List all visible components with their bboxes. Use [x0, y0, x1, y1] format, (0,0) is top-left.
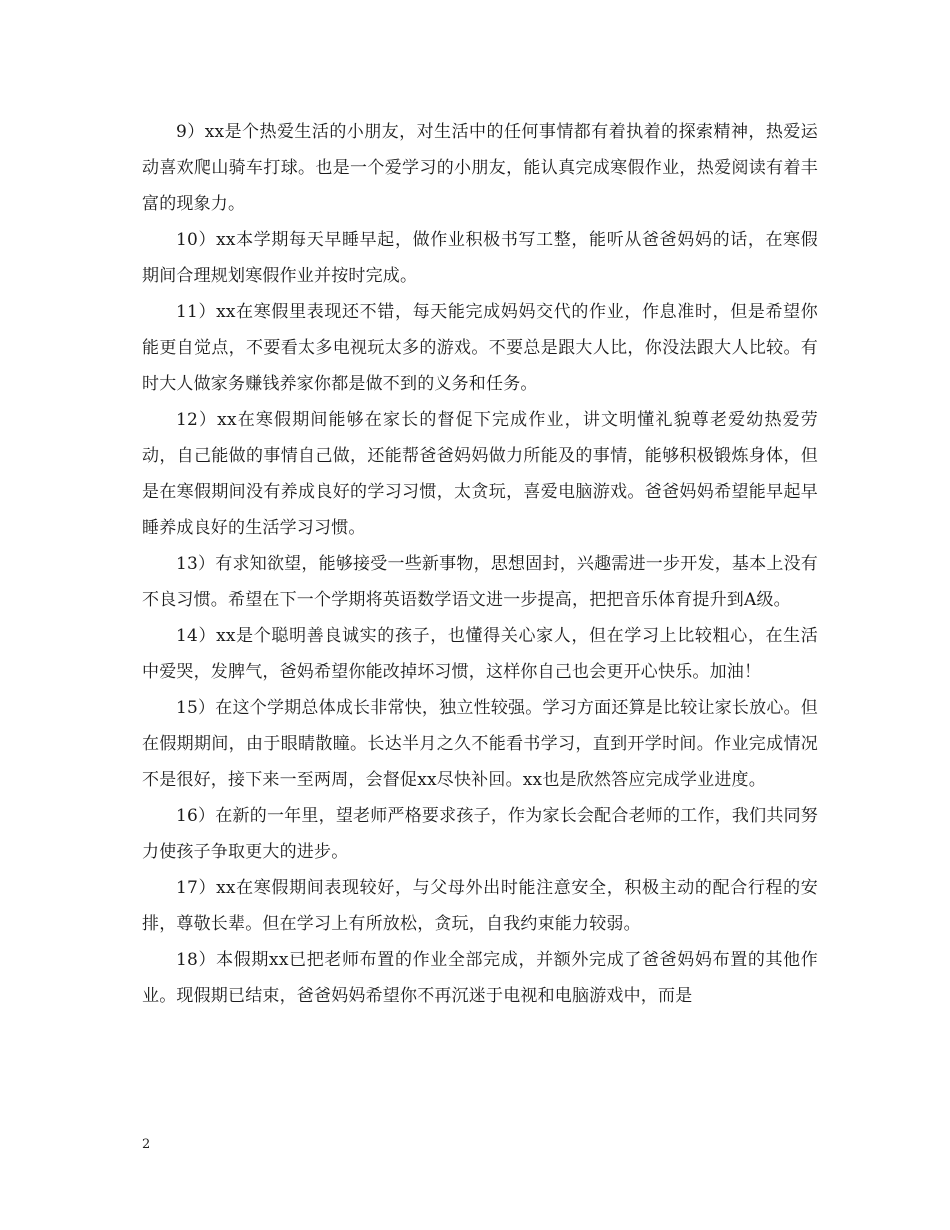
paragraph-14: 14）xx是个聪明善良诚实的孩子，也懂得关心家人，但在学习上比较粗心，在生活中爱哭，发脾气，爸妈希望你能改掉坏习惯，这样你自己也会更开心快乐。加油！: [142, 626, 818, 682]
paragraph-13: 13）有求知欲望，能够接受一些新事物，思想固封，兴趣需进一步开发，基本上没有不良习惯。希望在下一个学期将英语数学语文进一步提高，把把音乐体育提升到A级。: [142, 554, 818, 610]
paragraph-16: 16）在新的一年里，望老师严格要求孩子，作为家长会配合老师的工作，我们共同努力使孩子争取更大的进步。: [142, 806, 818, 862]
page-number: 2: [142, 1137, 151, 1152]
paragraph-11: 11）xx在寒假里表现还不错，每天能完成妈妈交代的作业，作息准时，但是希望你能更自觉点，不要看太多电视玩太多的游戏。不要总是跟大人比，你没法跟大人比较。有时大人做家务赚钱养家你都是做不到的义务和任务。: [142, 302, 818, 394]
paragraph-18: 18）本假期xx已把老师布置的作业全部完成，并额外完成了爸爸妈妈布置的其他作业。现假期已结束，爸爸妈妈希望你不再沉迷于电视和电脑游戏中，而是: [142, 950, 818, 1006]
document-body: [142, 114, 818, 1014]
paragraph-15: 15）在这个学期总体成长非常快，独立性较强。学习方面还算是比较让家长放心。但在假期期间，由于眼睛散瞳。长达半月之久不能看书学习，直到开学时间。作业完成情况不是很好，接下来一至两周，会督促xx尽快补回。xx也是欣然答应完成学业进度。: [142, 698, 818, 790]
paragraph-10: 10）xx本学期每天早睡早起，做作业积极书写工整，能听从爸爸妈妈的话，在寒假期间合理规划寒假作业并按时完成。: [142, 230, 818, 286]
paragraph-12: 12）xx在寒假期间能够在家长的督促下完成作业，讲文明懂礼貌尊老爱幼热爱劳动，自己能做的事情自己做，还能帮爸爸妈妈做力所能及的事情，能够积极锻炼身体，但是在寒假期间没有养成良好的学习习惯，太贪玩，喜爱电脑游戏。爸爸妈妈希望能早起早睡养成良好的生活学习习惯。: [142, 410, 818, 538]
paragraph-17: 17）xx在寒假期间表现较好，与父母外出时能注意安全，积极主动的配合行程的安排，尊敬长辈。但在学习上有所放松，贪玩，自我约束能力较弱。: [142, 878, 818, 934]
paragraph-9: 9）xx是个热爱生活的小朋友，对生活中的任何事情都有着执着的探索精神，热爱运动喜欢爬山骑车打球。也是一个爱学习的小朋友，能认真完成寒假作业，热爱阅读有着丰富的现象力。: [142, 122, 818, 214]
